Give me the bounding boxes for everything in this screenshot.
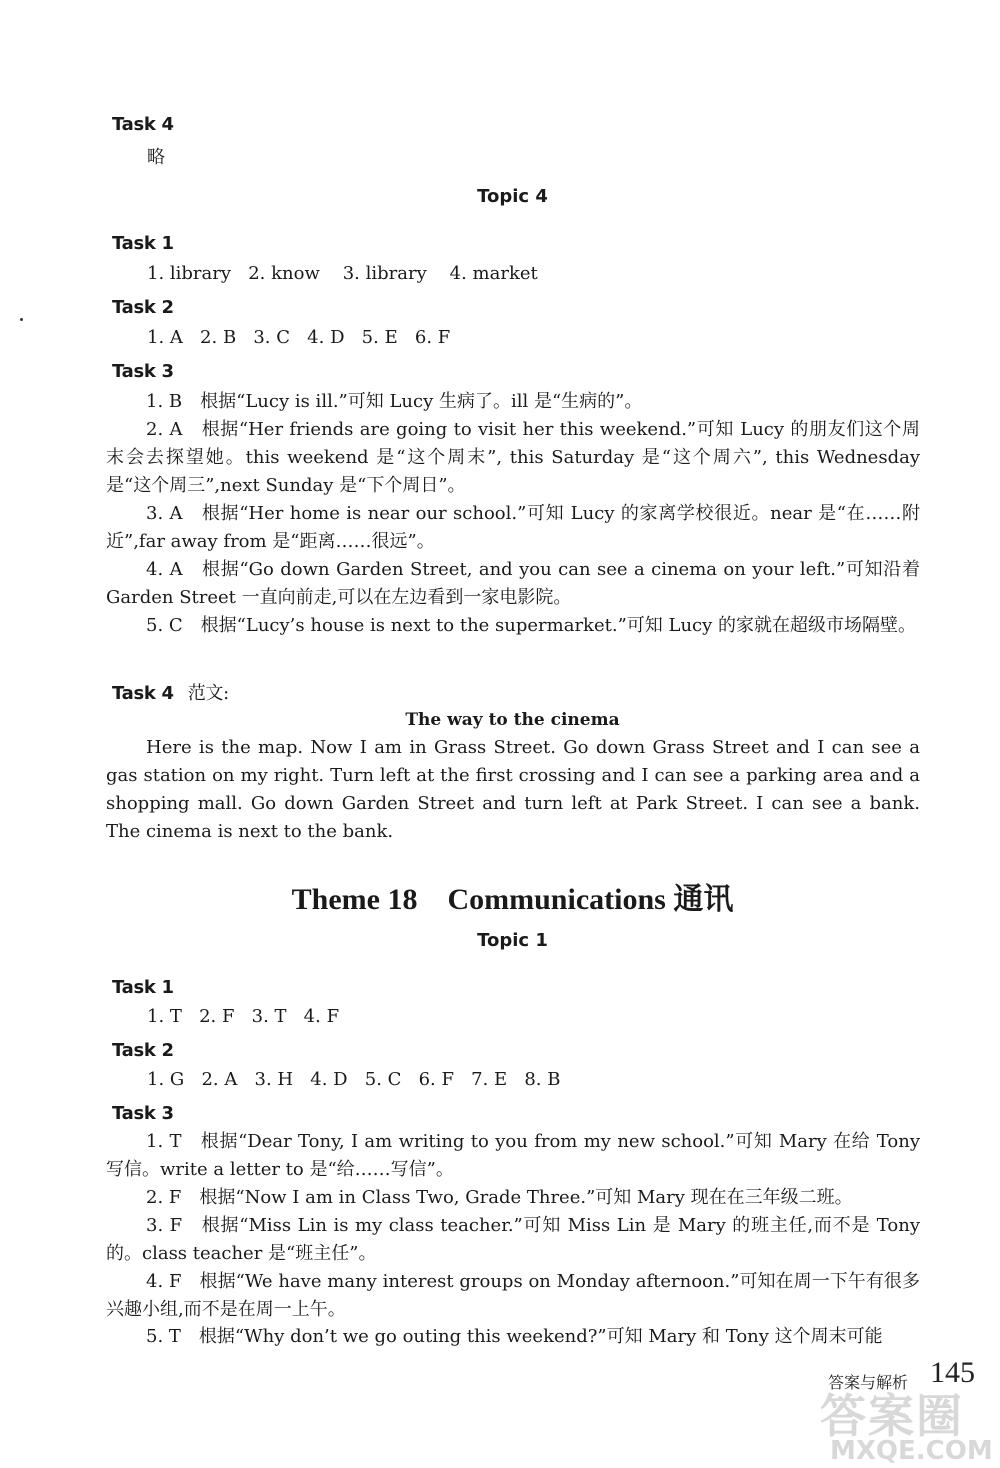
watermark-logo: [820, 1380, 1000, 1468]
essay-body: Here is the map. Now I am in Grass Street. Go down Grass Street and I can see a gas station on my right. Turn left at the first crossing and I can see a parking area and a shopping mall. Go down Garden Street and turn left at Park Street. I can see a bank. The cinema is next to the bank.: [106, 737, 920, 842]
task-label: Task 4: [112, 683, 174, 704]
task-heading: Task 2: [112, 1040, 174, 1061]
task-heading: [112, 679, 229, 705]
explanation-item: 2. A 根据“Her friends are going to visit her this weekend.”可知 Lucy 的朋友们这个周末会去探望她。this weekend 是“这个周末”, this Saturday 是“这个周六”, this Wednesday 是“这个周三”,next Sunday 是“下个周日”。: [106, 419, 920, 496]
task-heading: Task 1: [112, 233, 174, 254]
answer-line: 1. T 2. F 3. T 4. F: [147, 1006, 340, 1027]
explanation-item: 3. A 根据“Her home is near our school.”可知 Lucy 的家离学校很近。near 是“在……附近”,far away from 是“距离……很远”。: [106, 503, 920, 552]
answer-line: 1. library 2. know 3. library 4. market: [147, 263, 538, 284]
explanation-item: 4. F 根据“We have many interest groups on Monday afternoon.”可知在周一下午有很多兴趣小组,而不是在周一上午。: [106, 1271, 920, 1320]
explanation-item: 1. B 根据“Lucy is ill.”可知 Lucy 生病了。ill 是“生病的”。: [146, 391, 643, 412]
explanation-item: 2. F 根据“Now I am in Class Two, Grade Three.”可知 Mary 现在在三年级二班。: [146, 1187, 853, 1208]
task-heading: Task 3: [112, 361, 174, 382]
footer-section-label: 答案与解析: [828, 1373, 909, 1392]
theme-heading: Theme 18 Communications 通讯: [291, 883, 734, 916]
task-heading: Task 2: [112, 297, 174, 318]
task-heading: Task 3: [112, 1103, 174, 1124]
watermark-text: 答案圈: [820, 1389, 964, 1443]
topic-heading: Topic 4: [477, 186, 548, 207]
answer-line: 1. G 2. A 3. H 4. D 5. C 6. F 7. E 8. B: [147, 1069, 561, 1090]
stray-dot: [20, 318, 23, 321]
answer-line: 略: [147, 147, 165, 168]
explanation-item: 5. C 根据“Lucy’s house is next to the supermarket.”可知 Lucy 的家就在超级市场隔壁。: [146, 615, 917, 636]
explanation-item: 3. F 根据“Miss Lin is my class teacher.”可知 Miss Lin 是 Mary 的班主任,而不是 Tony 的。class teacher 是“班主任”。: [106, 1215, 920, 1264]
answer-line: 1. A 2. B 3. C 4. D 5. E 6. F: [147, 327, 451, 348]
watermark-url: MXQE.COM: [830, 1436, 993, 1466]
essay-title: The way to the cinema: [405, 710, 620, 730]
model-essay-label: 范文:: [187, 683, 229, 704]
task-heading: Task 4: [112, 114, 174, 135]
explanation-item: 5. T 根据“Why don’t we go outing this weekend?”可知 Mary 和 Tony 这个周末可能: [146, 1326, 883, 1347]
explanation-item: 1. T 根据“Dear Tony, I am writing to you from my new school.”可知 Mary 在给 Tony 写信。write a letter to 是“给……写信”。: [106, 1131, 920, 1180]
explanation-item: 4. A 根据“Go down Garden Street, and you can see a cinema on your left.”可知沿着 Garden Street 一直向前走,可以在左边看到一家电影院。: [106, 559, 920, 608]
task-heading: Task 1: [112, 977, 174, 998]
page-number: 145: [930, 1356, 975, 1389]
topic-heading: Topic 1: [477, 930, 548, 951]
